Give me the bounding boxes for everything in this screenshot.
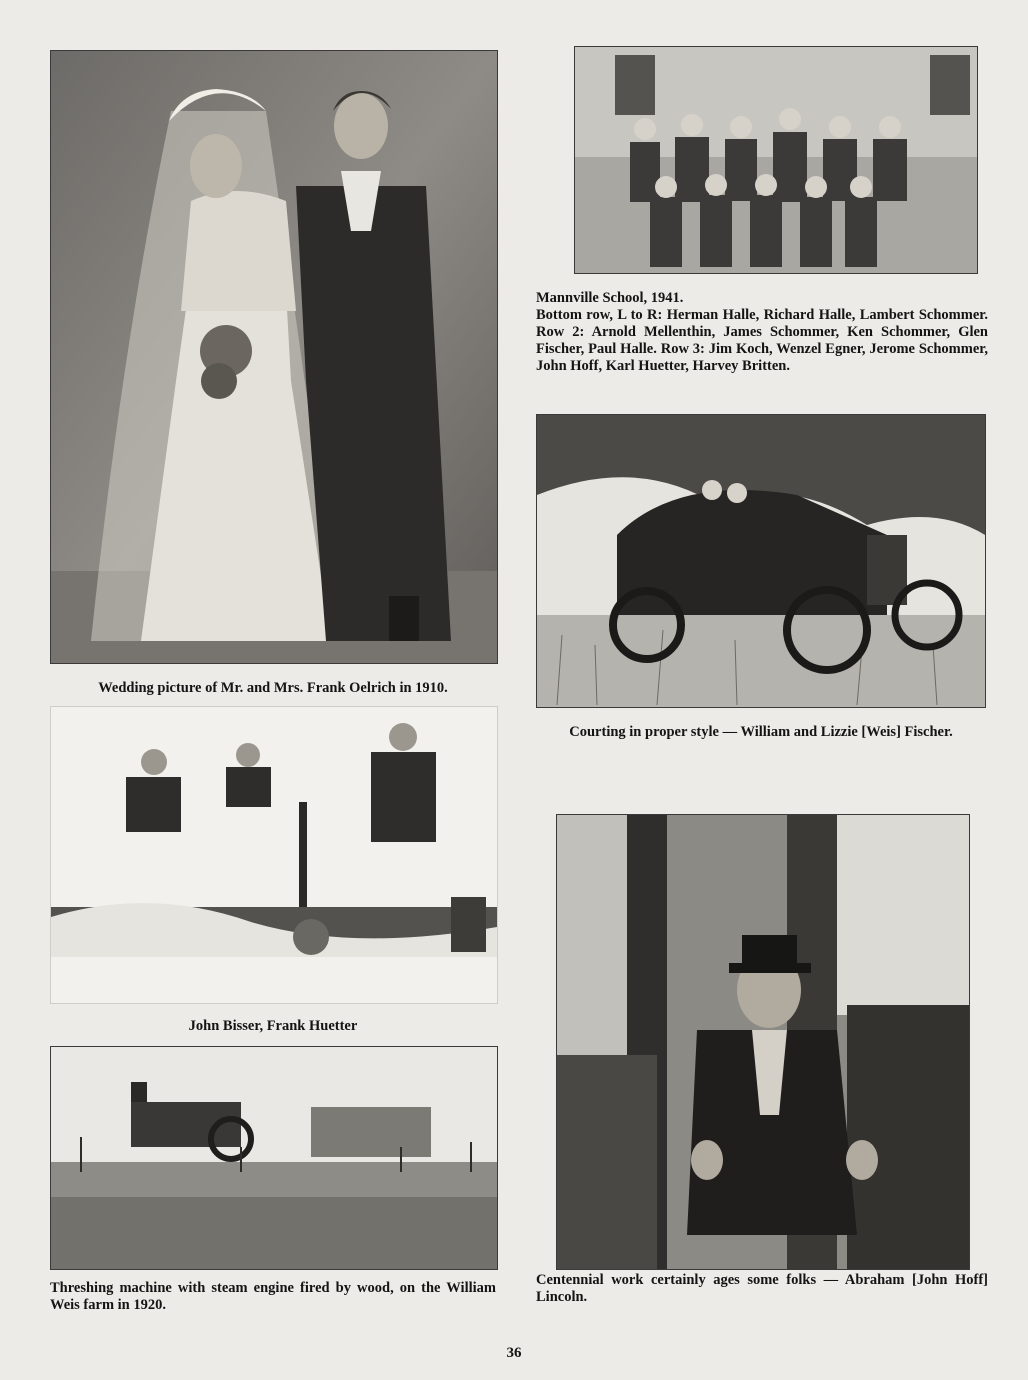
courting-image (537, 415, 985, 707)
bisser-huetter-image (51, 707, 497, 1003)
bisser-caption: John Bisser, Frank Huetter (188, 1018, 358, 1034)
lincoln-image (557, 815, 969, 1269)
threshing-image (51, 1047, 497, 1269)
wedding-image (51, 51, 497, 663)
wedding-photo (50, 50, 498, 664)
page-number: 36 (506, 1345, 522, 1361)
school-caption: Bottom row, L to R: Herman Halle, Richard Halle, Lambert Schommer. Row 2: Arnold Mellenthin, James Schommer, Ken Schommer, Glen Fischer, Paul Halle. Row 3: Jim Koch, Wenzel Egner, Jerome Schommer, John Hoff, Karl Huetter, Harvey Britten. (536, 307, 988, 374)
school-photo (574, 46, 978, 274)
lincoln-caption: Centennial work certainly ages some folks — Abraham [John Hoff] Lincoln. (536, 1272, 988, 1305)
school-title: Mannville School, 1941. (536, 290, 684, 306)
threshing-caption: Threshing machine with steam engine fired by wood, on the William Weis farm in 1920. (50, 1280, 496, 1313)
lincoln-photo (556, 814, 970, 1270)
courting-caption: Courting in proper style — William and Lizzie [Weis] Fischer. (569, 724, 953, 740)
threshing-photo (50, 1046, 498, 1270)
school-caption-block (536, 290, 988, 375)
school-image (575, 47, 977, 273)
bisser-huetter-photo (50, 706, 498, 1004)
wedding-caption: Wedding picture of Mr. and Mrs. Frank Oelrich in 1910. (98, 680, 448, 696)
courting-photo (536, 414, 986, 708)
